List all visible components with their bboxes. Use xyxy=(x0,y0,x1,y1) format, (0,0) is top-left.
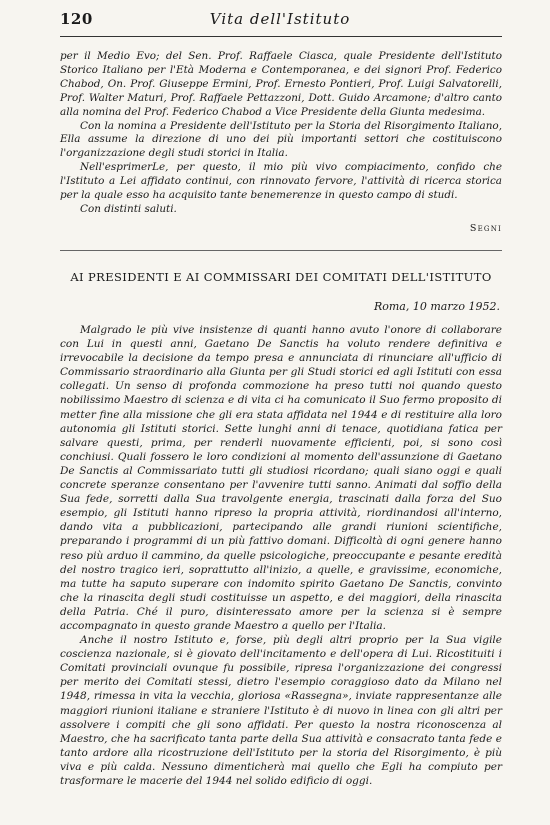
section-divider xyxy=(60,250,502,251)
paragraph: per il Medio Evo; del Sen. Prof. Raffaele Ciasca, quale Presidente dell'Istituto Storico Italiano per l'Età Moderna e Contemporanea, e dei signori Prof. Federico Chabod, On. Prof. Giuseppe Ermini, Prof. Ernesto Pontieri, Prof. Luigi Salvatorelli, Prof. Walter Maturi, Prof. Raffaele Pettazzoni, Dott. Guido Arcamone; d'altro canto alla nomina del Prof. Federico Chabod a Vice Presidente della Giunta medesima. xyxy=(60,50,502,118)
header-rule xyxy=(60,36,502,37)
running-title: Vita dell'Istituto xyxy=(209,10,351,28)
dateline: Roma, 10 marzo 1952. xyxy=(373,300,500,313)
paragraph: Nell'esprimerLe, per questo, il mio più vivo compiacimento, confido che l'Istituto a Lei affidato continui, con rinnovato fervore, l'attività di ricerca storica per la quale esso ha acquisito tante benemerenze in questo campo di studi. xyxy=(60,161,502,202)
paragraph: Malgrado le più vive insistenze di quanti hanno avuto l'onore di collaborare con Lui in questi anni, Gaetano De Sanctis ha voluto rendere definitiva e irrevocabile la decisione da tempo presa e annunciata di rinunciare all'ufficio di Commissario straordinario alla Giunta per gli Studi storici ed agli Istituti con essa collegati. Un senso di profonda commozione ha preso tutti noi quando questo nobilissimo Maestro di scienza e di vita ci ha comunicato il Suo fermo proposito di metter fine alla missione che gli era stata affidata nel 1944 e di restituire alla loro autonomia gli Istituti storici. Sette lunghi anni di tenace, quotidiana fatica per salvare questi, prima, per renderli nuovamente efficienti, poi, si sono così conchiusi. Quali fossero le loro condizioni al momento dell'assunzione di Gaetano De Sanctis al Commissariato tutti gli studiosi ricordano; quali siano oggi e quali concrete speranze consentano per l'avvenire tutti sanno. Animati dal soffio della Sua fede, sorretti dalla Sua travolgente energia, trascinati dalla forza del Suo esempio, gli Istituti hanno ripreso la propria attività, riordinandosi all'interno, dando vita a pubblicazioni, partecipando alle grandi riunioni scientifiche, preparando i programmi di un più fattivo domani. Difficoltà di ogni genere hanno reso più arduo il cammino, da quelle psicologiche, preoccupante e pesante eredità del nostro tragico ieri, soprattutto all'inizio, a quelle, e gravissime, economiche, ma tutte ha saputo superare con indomito spirito Gaetano De Sanctis, convinto che la rinascita degli studi costituisse un aspetto, e dei maggiori, della rinascita della Patria. Ché il puro, disinteressato amore per la scienza si è sempre accompagnato in questo grande Maestro a quello per l'Italia. xyxy=(60,324,502,632)
closing: Con distinti saluti. xyxy=(80,202,177,215)
signature: Segni xyxy=(469,222,502,234)
letter-one xyxy=(60,50,502,234)
paragraph: Anche il nostro Istituto e, forse, più degli altri proprio per la Sua vigile coscienza nazionale, si è giovato dell'incitamento e dell'opera di Lui. Ricostituiti i Comitati provinciali ovunque fu possibile, ripresa l'organizzazione dei congressi per merito dei Comitati stessi, dietro l'esempio coraggioso dato da Milano nel 1948, rimessa in vita la vecchia, gloriosa «Rassegna», inviate rappresentanze alle maggiori riunioni italiane e straniere l'Istituto è di nuovo in linea con gli altri per assolvere i compiti che gli sono affidati. Per questo la nostra riconoscenza al Maestro, che ha sacrificato tanta parte della Sua attività e consacrato tanta fede e tanto ardore alla ricostruzione dell'Istituto per la storia del Risorgimento, è più viva e più calda. Nessuno dimenticherà mai quello che Egli ha compiuto per trasformare le macerie del 1944 nel solido edificio di oggi. xyxy=(60,634,502,787)
paragraph: Con la nomina a Presidente dell'Istituto per la Storia del Risorgimento Italiano, Ella assume la direzione di uno dei più importanti settori che costituiscono l'organizzazione degli studi storici in Italia. xyxy=(60,119,502,160)
page-number: 120 xyxy=(60,10,93,28)
section-heading: AI PRESIDENTI E AI COMMISSARI DEI COMITATI DELL'ISTITUTO xyxy=(70,270,492,284)
running-header xyxy=(60,10,500,34)
letter-two xyxy=(60,323,502,788)
